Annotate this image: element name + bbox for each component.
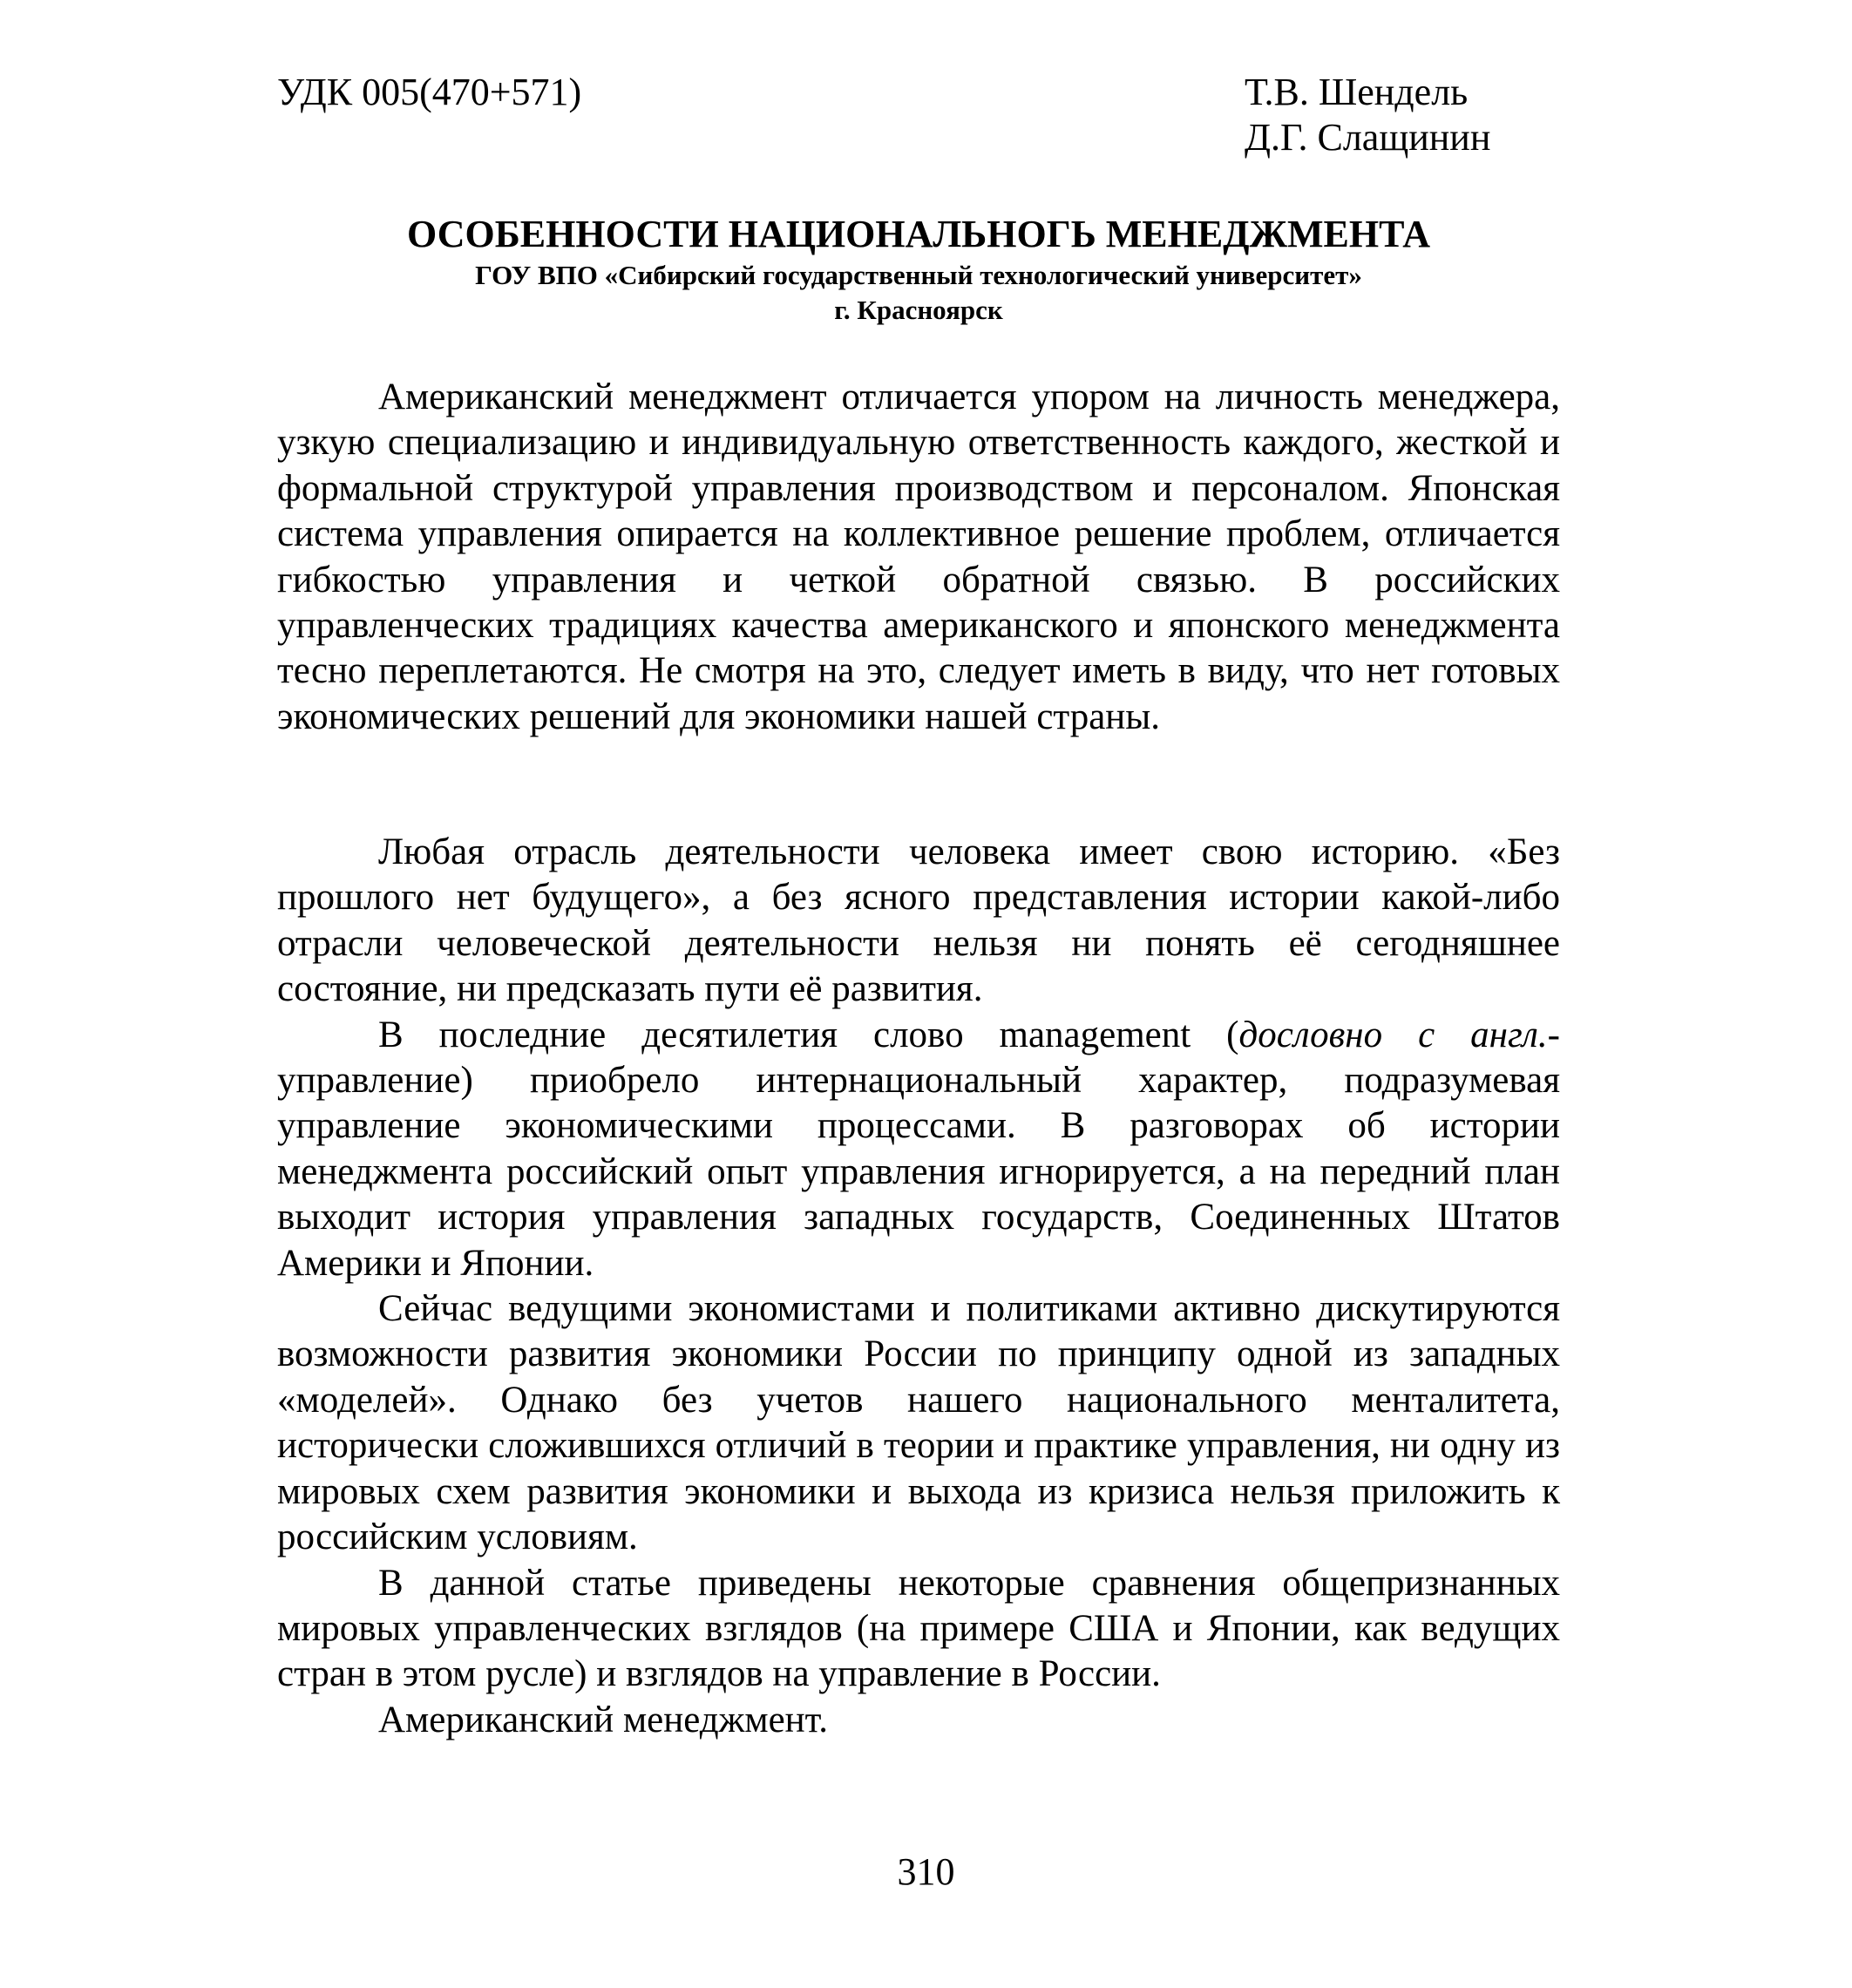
italic-phrase: дословно с англ. bbox=[1238, 1014, 1548, 1055]
author-name: Т.В. Шендель bbox=[1245, 71, 1469, 113]
authors-block bbox=[1245, 70, 1490, 160]
body-block bbox=[277, 830, 1560, 1743]
city: г. Красноярск bbox=[834, 295, 1003, 325]
body-paragraph bbox=[277, 1013, 1560, 1286]
title-block bbox=[277, 211, 1560, 328]
body-text-span: В последние десятилетия слово management ( bbox=[378, 1014, 1239, 1055]
body-paragraph: Любая отрасль деятельности человека имеет свою историю. «Без прошлого нет будущего», а без ясного представления истории какой-либо отрасли человеческой деятельности нельзя ни понять её сегодняшнее состояние, ни предсказать пути её развития. bbox=[277, 831, 1560, 1010]
abstract-block bbox=[277, 375, 1560, 740]
body-paragraph: Американский менеджмент. bbox=[378, 1699, 828, 1740]
udk-code: УДК 005(470+571) bbox=[277, 71, 582, 113]
affiliation: ГОУ ВПО «Сибирский государственный технологический университет» bbox=[475, 260, 1362, 290]
body-paragraph: Сейчас ведущими экономистами и политиками активно дискутируются возможности развития экономики России по принципу одной из западных «моделей». Однако без учетов нашего национального менталитета, исторически сложившихся отличий в теории и практике управления, ни одну из мировых схем развития экономики и выхода из кризиса нельзя приложить к российским условиям. bbox=[277, 1288, 1560, 1558]
body-text-span: - управление) приобрело интернациональный характер, подразумевая управление экономическими процессами. В разговорах об истории менеджмента российский опыт управления игнорируется, а на передний план выходит история управления западных государств, Соединенных Штатов Америки и Японии. bbox=[277, 1014, 1560, 1284]
page-number: 310 bbox=[897, 1850, 955, 1893]
author-name: Д.Г. Слащинин bbox=[1245, 116, 1491, 159]
article-title: ОСОБЕННОСТИ НАЦИОНАЛЬНОГЬ МЕНЕДЖМЕНТА bbox=[406, 213, 1431, 255]
body-paragraph: В данной статье приведены некоторые сравнения общепризнанных мировых управленческих взглядов (на примере США и Японии, как ведущих стран в этом русле) и взглядов на управление в России. bbox=[277, 1562, 1560, 1695]
abstract-paragraph: Американский менеджмент отличается упором на личность менеджера, узкую специализацию и индивидуальную ответственность каждого, жесткой и формальной структурой управления производством и персоналом. Японская система управления опирается на коллективное решение проблем, отличается гибкостью управления и четкой обратной связью. В российских управленческих традициях качества американского и японского менеджмента тесно переплетаются. Не смотря на это, следует иметь в виду, что нет готовых экономических решений для экономики нашей страны. bbox=[277, 377, 1560, 737]
